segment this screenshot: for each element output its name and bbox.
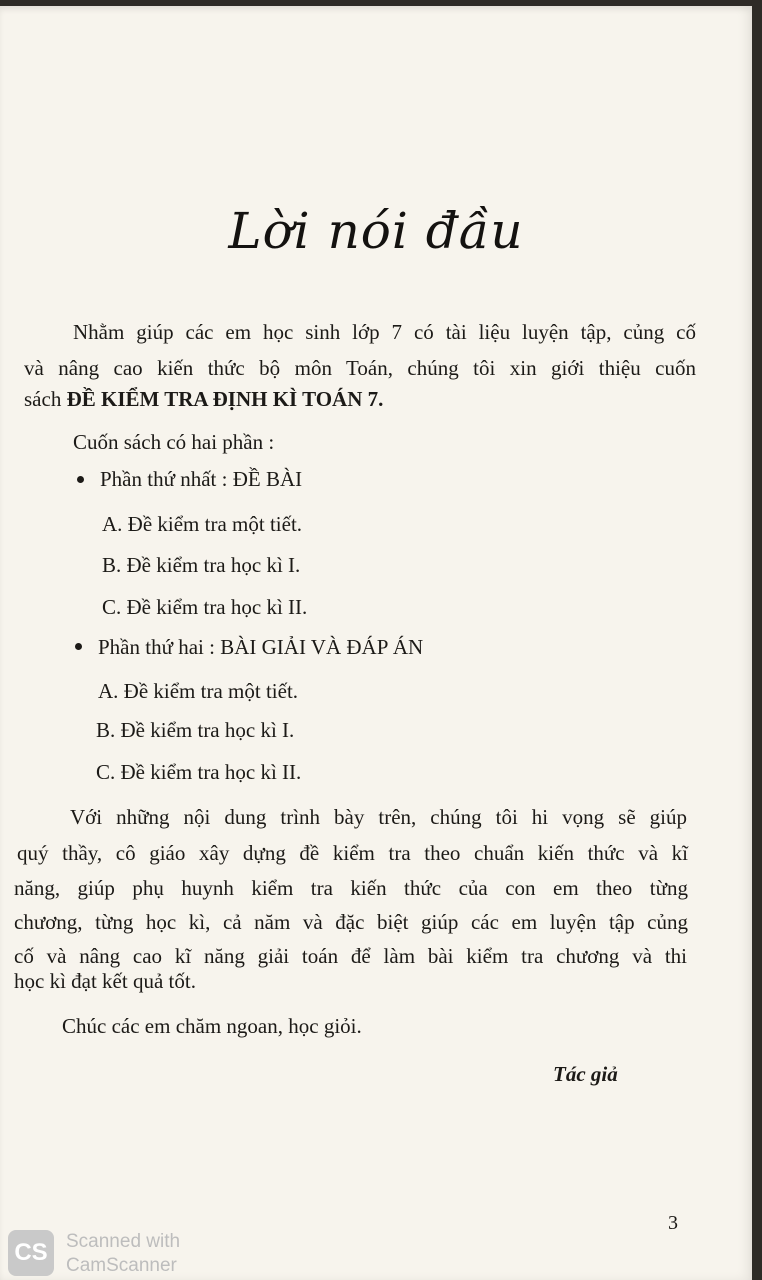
book-title: ĐỀ KIỂM TRA ĐỊNH KÌ TOÁN 7 — [66, 387, 379, 411]
part2-label: Phần thứ hai : BÀI GIẢI VÀ ĐÁP ÁN — [98, 635, 424, 659]
part2-item-b: B. Đề kiểm tra học kì I. — [96, 718, 295, 742]
watermark-line-2: CamScanner — [66, 1255, 177, 1276]
page-number: 3 — [668, 1212, 678, 1234]
intro-line-3-suffix: . — [378, 387, 384, 411]
watermark-line-1: Scanned with — [66, 1231, 181, 1252]
bullet-icon — [77, 476, 84, 483]
intro-line-1: Nhằm giúp các em học sinh lớp 7 có tài liệu luyện tập, củng cố — [73, 320, 696, 344]
part1-label: Phần thứ nhất : ĐỀ BÀI — [100, 467, 303, 491]
closing-line: Chúc các em chăm ngoan, học giỏi. — [62, 1014, 362, 1038]
camscanner-logo-icon: CS — [8, 1230, 54, 1276]
part2-item-a: A. Đề kiểm tra một tiết. — [98, 679, 299, 703]
author-signature: Tác giả — [553, 1062, 618, 1086]
part1-item-a: A. Đề kiểm tra một tiết. — [102, 512, 303, 536]
purpose-line-5: cố và nâng cao kĩ năng giải toán để làm bài kiểm tra chương và thi — [14, 944, 687, 968]
purpose-line-6: học kì đạt kết quả tốt. — [14, 969, 196, 993]
bullet-icon — [75, 643, 82, 650]
purpose-line-2: quý thầy, cô giáo xây dựng đề kiểm tra theo chuẩn kiến thức và kĩ — [17, 841, 688, 865]
intro-line-2: và nâng cao kiến thức bộ môn Toán, chúng tôi xin giới thiệu cuốn — [24, 356, 696, 380]
part2-item-c: C. Đề kiểm tra học kì II. — [96, 760, 302, 784]
purpose-line-4: chương, từng học kì, cả năm và đặc biệt giúp các em luyện tập củng — [14, 910, 688, 934]
page-title: Lời nói đầu — [228, 202, 524, 260]
part1-item-b: B. Đề kiểm tra học kì I. — [102, 553, 301, 577]
intro-line-3 — [24, 389, 383, 410]
camscanner-watermark — [8, 1228, 198, 1278]
purpose-line-3: năng, giúp phụ huynh kiểm tra kiến thức của con em theo từng — [14, 876, 688, 900]
parts-heading: Cuốn sách có hai phần : — [73, 430, 275, 454]
book-page — [0, 6, 752, 1280]
purpose-line-1: Với những nội dung trình bày trên, chúng tôi hi vọng sẽ giúp — [70, 805, 687, 829]
part1-item-c: C. Đề kiểm tra học kì II. — [102, 595, 308, 619]
intro-line-3-prefix: sách — [24, 387, 62, 411]
